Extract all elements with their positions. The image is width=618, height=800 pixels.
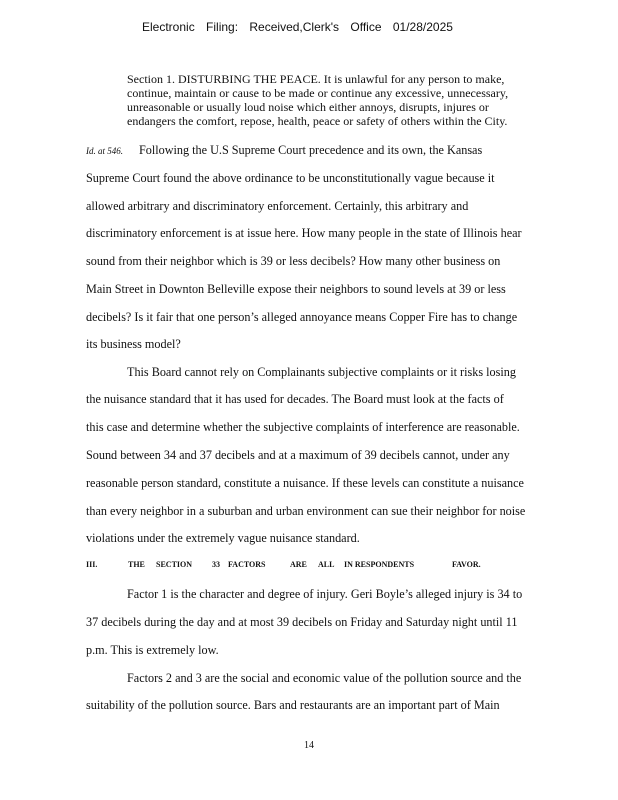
filing-header [142, 20, 461, 34]
paragraph-line: sound from their neighbor which is 39 or less decibels? How many other business on [86, 254, 501, 268]
paragraph-line: than every neighbor in a suburban and urban environment can sue their neighbor for noise [86, 504, 526, 518]
heading-number: III. [86, 560, 98, 569]
paragraph-line: 37 decibels during the day and at most 39 decibels on Friday and Saturday night until 11 [86, 615, 518, 629]
header-label-received: Received,Clerk's [249, 20, 340, 34]
paragraph-line: its business model? [86, 337, 181, 351]
paragraph-line [86, 143, 482, 158]
heading-word: 33 [212, 560, 220, 569]
paragraph-line: reasonable person standard, constitute a nuisance. If these levels can constitute a nuisance [86, 476, 524, 490]
paragraph-line: suitability of the pollution source. Bars and restaurants are an important part of Main [86, 698, 500, 712]
paragraph-line: this case and determine whether the subjective complaints of interference are reasonable. [86, 420, 520, 434]
heading-word: SECTION [156, 560, 193, 569]
paragraph-line: Sound between 34 and 37 decibels and at a maximum of 39 decibels cannot, under any [86, 448, 510, 462]
heading-word: THE [128, 560, 145, 569]
page-number: 14 [304, 740, 314, 751]
paragraph-line: p.m. This is extremely low. [86, 643, 219, 657]
heading-word: IN RESPONDENTS [344, 560, 415, 569]
paragraph-line: Supreme Court found the above ordinance to be unconstitutionally vague because it [86, 171, 495, 185]
paragraph-line: Factors 2 and 3 are the social and economic value of the pollution source and the [127, 671, 522, 685]
heading-word: FAVOR. [452, 560, 481, 569]
header-label-office: Office [350, 20, 382, 34]
heading-word: ALL [318, 560, 335, 569]
ordinance-quote: Section 1. DISTURBING THE PEACE. It is unlawful for any person to make, continue, maintain or cause to be made or continue any excessive, unnecessary, unreasonable or usually loud noise which either annoys, disrupts, injures or endangers the comfort, repose, health, peace or safety of others within the City. [127, 72, 509, 128]
paragraph-line: violations under the extremely vague nuisance standard. [86, 531, 360, 545]
citation: Id. at 546. [86, 146, 123, 156]
paragraph-line: the nuisance standard that it has used for decades. The Board must look at the facts of [86, 392, 504, 406]
header-label-electronic: Electronic [142, 20, 195, 34]
heading-word: ARE [290, 560, 307, 569]
header-label-filing: Filing: [206, 20, 239, 34]
header-date: 01/28/2025 [392, 20, 453, 34]
paragraph-line: Main Street in Downton Belleville expose their neighbors to sound levels at 39 or less [86, 282, 506, 296]
paragraph-line: Factor 1 is the character and degree of injury. Geri Boyle’s alleged injury is 34 to [127, 587, 523, 601]
paragraph-line: discriminatory enforcement is at issue here. How many people in the state of Illinois hear [86, 226, 522, 240]
paragraph-line: allowed arbitrary and discriminatory enforcement. Certainly, this arbitrary and [86, 199, 469, 213]
paragraph-line: decibels? Is it fair that one person’s alleged annoyance means Copper Fire has to change [86, 310, 518, 324]
heading-word: FACTORS [228, 560, 266, 569]
line-text: Following the U.S Supreme Court precedence and its own, the Kansas [139, 143, 483, 157]
paragraph-line: This Board cannot rely on Complainants subjective complaints or it risks losing [127, 365, 516, 379]
